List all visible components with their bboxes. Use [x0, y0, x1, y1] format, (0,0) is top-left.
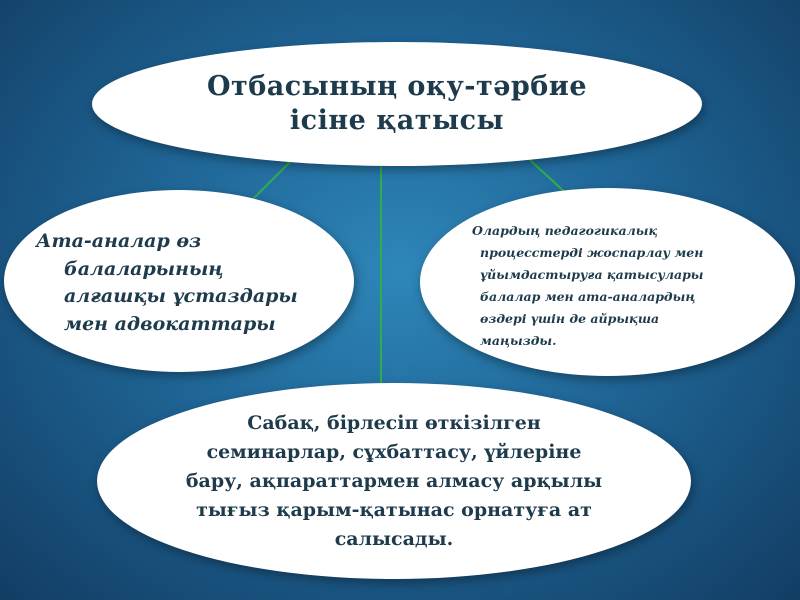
title-oval [92, 42, 702, 166]
left-oval-text: Ата-аналар өз балаларының алғашқы ұстаздары мен адвокаттары [36, 230, 298, 335]
right-oval-text-block [472, 220, 735, 352]
bottom-oval [97, 383, 691, 579]
right-oval [420, 188, 795, 376]
right-oval-text: Олардың педагогикалық процесстерді жоспарлау мен ұйымдастыруға қатысулары балалар мен ата-аналардың өздері үшін де айрықша маңызды. [472, 223, 704, 348]
title-line-2: ісіне қатысы [289, 105, 505, 136]
bottom-oval-text: Сабақ, бірлесіп өткізілген семинарлар, сұхбаттасу, үйлеріне бару, ақпараттармен алмасу арқылы тығыз қарым-қатынас орнатуға ат салысады. [185, 411, 603, 550]
title-line-1: Отбасының оқу-тәрбие [206, 71, 588, 102]
left-oval-text-block [36, 228, 314, 338]
left-oval [4, 190, 354, 372]
bottom-oval-text-block [179, 409, 609, 554]
